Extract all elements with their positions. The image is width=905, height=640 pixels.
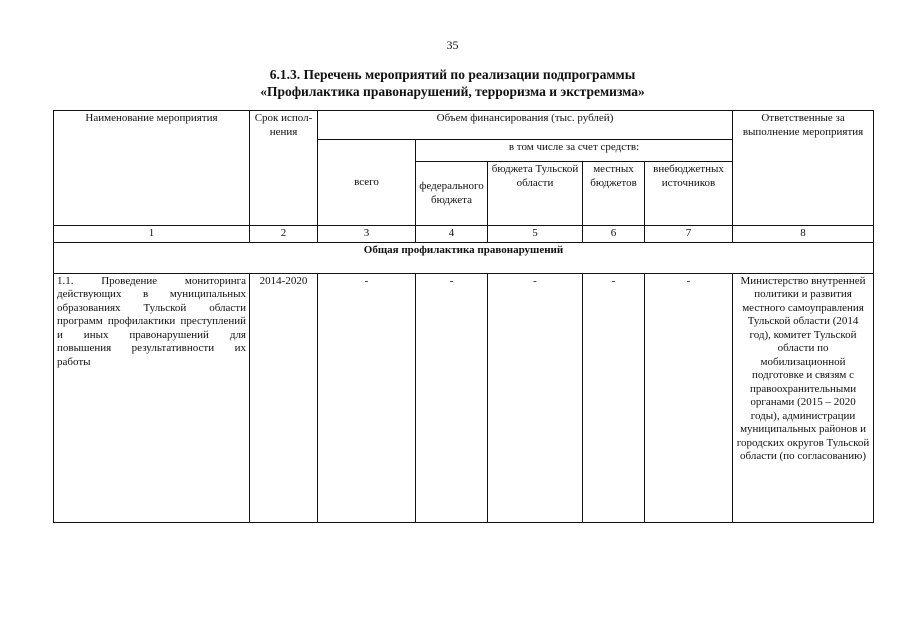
page-number: 35 — [446, 38, 459, 52]
column-number: 2 — [250, 226, 318, 243]
column-number: 3 — [318, 226, 416, 243]
measure-federal: - — [416, 273, 488, 522]
section-title: Общая профилактика правонарушений — [54, 242, 874, 273]
header-row-1 — [54, 111, 874, 140]
header-federal: федерального бюджета — [416, 162, 488, 226]
column-number: 1 — [54, 226, 250, 243]
header-responsible: Ответственные за выполнение мероприятия — [733, 111, 874, 226]
header-term: Срок испол-нения — [250, 111, 318, 226]
section-row — [54, 242, 874, 273]
header-name: Наименование мероприятия — [54, 111, 250, 226]
title-line-1: 6.1.3. Перечень мероприятий по реализации подпрограммы — [269, 67, 636, 82]
header-funding: Объем финансирования (тыс. рублей) — [318, 111, 733, 140]
header-offbudget: внебюджетных источников — [645, 162, 733, 226]
column-number: 4 — [416, 226, 488, 243]
title-line-2: «Профилактика правонарушений, терроризма и экстремизма» — [260, 84, 645, 99]
measure-offbudget: - — [645, 273, 733, 522]
header-local: местных бюджетов — [583, 162, 645, 226]
column-number-row — [54, 226, 874, 243]
header-including: в том числе за счет средств: — [416, 140, 733, 162]
header-regional: бюджета Тульской области — [488, 162, 583, 226]
measure-name: 1.1. Проведение мониторинга действующих в муниципальных образованиях Тульской области программ профилактики преступлений и иных правонарушений для повышения результативности их работы — [54, 273, 250, 522]
header-total: всего — [318, 140, 416, 226]
column-number: 5 — [488, 226, 583, 243]
measure-total: - — [318, 273, 416, 522]
measure-responsible: Министерство внутренней политики и развития местного самоуправления Тульской области (2014 год), комитет Тульской области по мобилизационной подготовке и связям с правоохранительными органами (2015 – 2020 годы), администрации муниципальных районов и городских округов Тульской области (по согласованию) — [733, 273, 874, 522]
document-title — [0, 66, 905, 100]
measure-local: - — [583, 273, 645, 522]
measure-term: 2014-2020 — [250, 273, 318, 522]
table-row — [54, 273, 874, 522]
measures-table — [53, 110, 874, 523]
column-number: 7 — [645, 226, 733, 243]
measure-regional: - — [488, 273, 583, 522]
column-number: 8 — [733, 226, 874, 243]
column-number: 6 — [583, 226, 645, 243]
